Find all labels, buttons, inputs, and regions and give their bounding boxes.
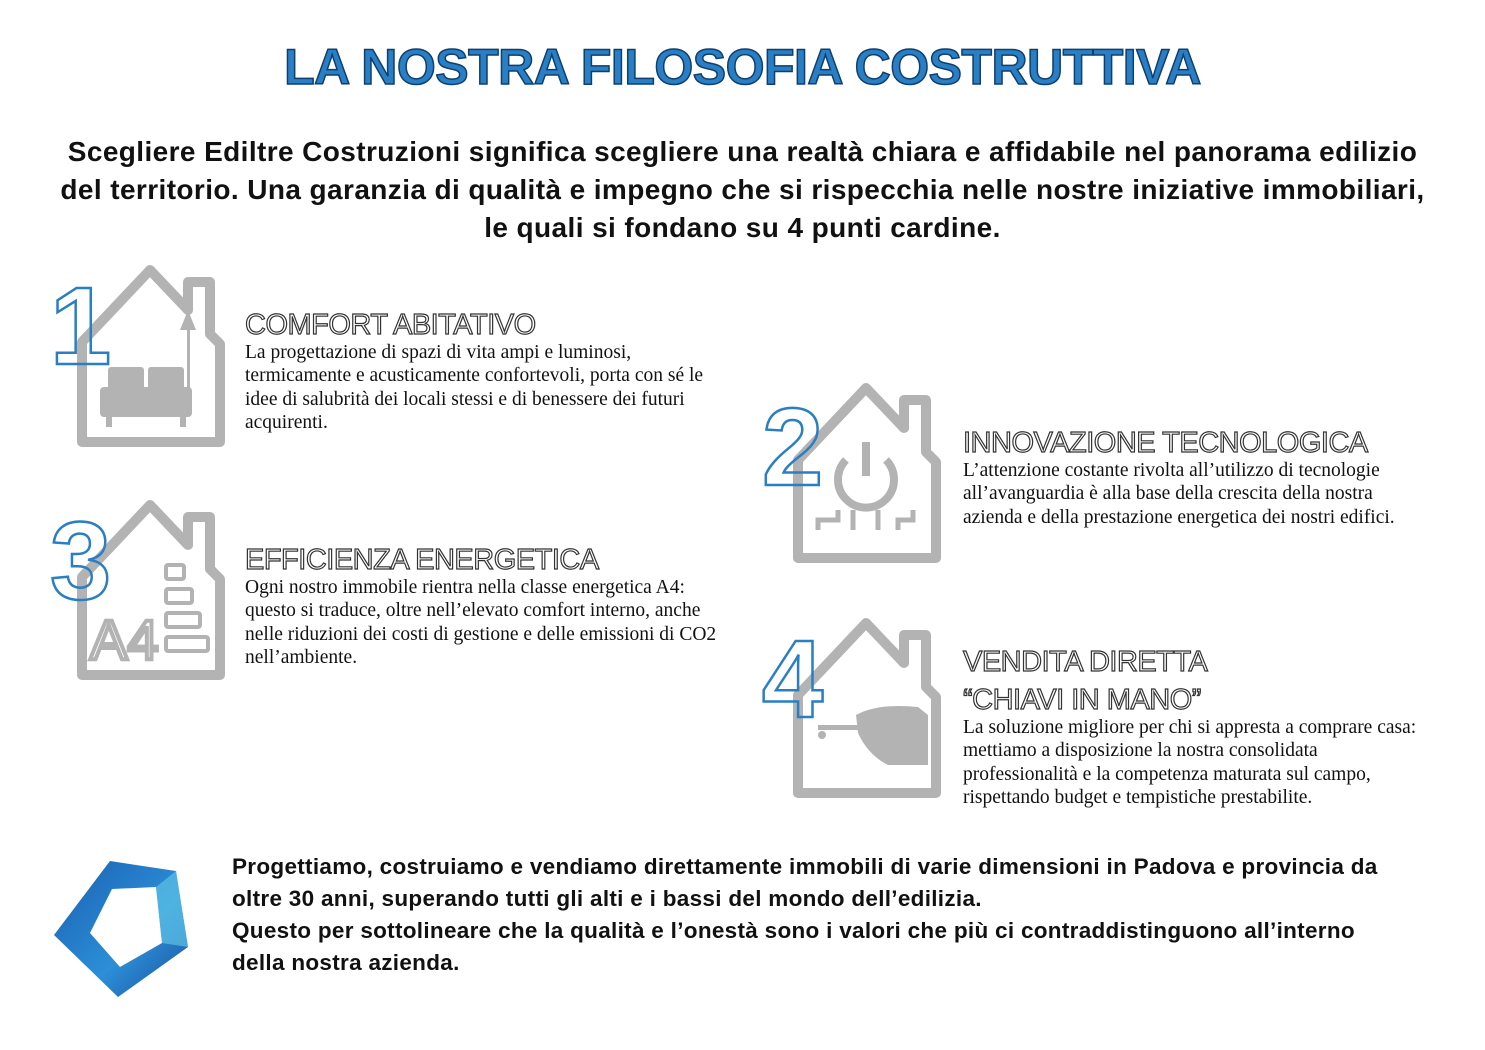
closing-paragraph — [232, 851, 1412, 979]
heading-efficienza: EFFICIENZA ENERGETICA — [245, 544, 599, 576]
number-badge: 2 — [762, 386, 824, 509]
page-title: LA NOSTRA FILOSOFIA COSTRUTTIVA — [284, 39, 1201, 95]
number-badge: 4 — [762, 618, 824, 741]
number-badge: 1 — [50, 265, 112, 388]
heading-comfort: COMFORT ABITATIVO — [245, 309, 536, 341]
text-comfort: La progettazione di spazi di vita ampi e luminosi, termicamente e acusticamente confortevoli, porta con sé le idee di salubrità dei locali stessi e di benessere dei futuri acquirenti. — [245, 342, 704, 433]
closing-line-2: Questo per sottolineare che la qualità e l’onestà sono i valori che più ci contraddistinguono all’interno della nostra azienda. — [232, 918, 1355, 975]
house-sofa-icon — [48, 262, 233, 452]
heading-vendita: VENDITA DIRETTA — [963, 646, 1208, 678]
heading-vendita-line2: “CHIAVI IN MANO” — [963, 684, 1201, 716]
house-key-hand-icon — [758, 615, 948, 805]
heading-innovazione: INNOVAZIONE TECNOLOGICA — [963, 427, 1368, 459]
intro-paragraph: Scegliere Ediltre Costruzioni significa scegliere una realtà chiara e affidabile nel panorama edilizio del territorio. Una garanzia di qualità e impegno che si rispecchia nelle nostre iniziative immobiliari, le quali si fondano su 4 punti cardine. — [60, 136, 1425, 243]
text-efficienza: Ogni nostro immobile rientra nella classe energetica A4: questo si traduce, oltre nell’elevato comfort interno, anche nelle riduzioni dei costi di gestione e delle emissioni di CO2 nell’ambiente. — [245, 577, 717, 668]
text-vendita: La soluzione migliore per chi si appresta a comprare casa: mettiamo a disposizione la nostra consolidata professionalità e la competenza maturata sul campo, rispettando budget e tempistiche prestabilite. — [963, 717, 1417, 808]
number-badge: 3 — [50, 500, 112, 623]
house-energy-class-icon — [48, 497, 233, 687]
company-logo — [48, 855, 193, 1005]
closing-line-1: Progettiamo, costruiamo e vendiamo direttamente immobili di varie dimensioni in Padova e provincia da oltre 30 anni, superando tutti gli alti e i bassi del mondo dell’edilizia. — [232, 854, 1378, 911]
house-power-circuit-icon — [758, 380, 948, 570]
text-innovazione: L’attenzione costante rivolta all’utilizzo di tecnologie all’avanguardia è alla base della crescita della nostra azienda e della prestazione energetica dei nostri edifici. — [963, 460, 1395, 528]
svg-text:A4: A4 — [90, 608, 159, 671]
